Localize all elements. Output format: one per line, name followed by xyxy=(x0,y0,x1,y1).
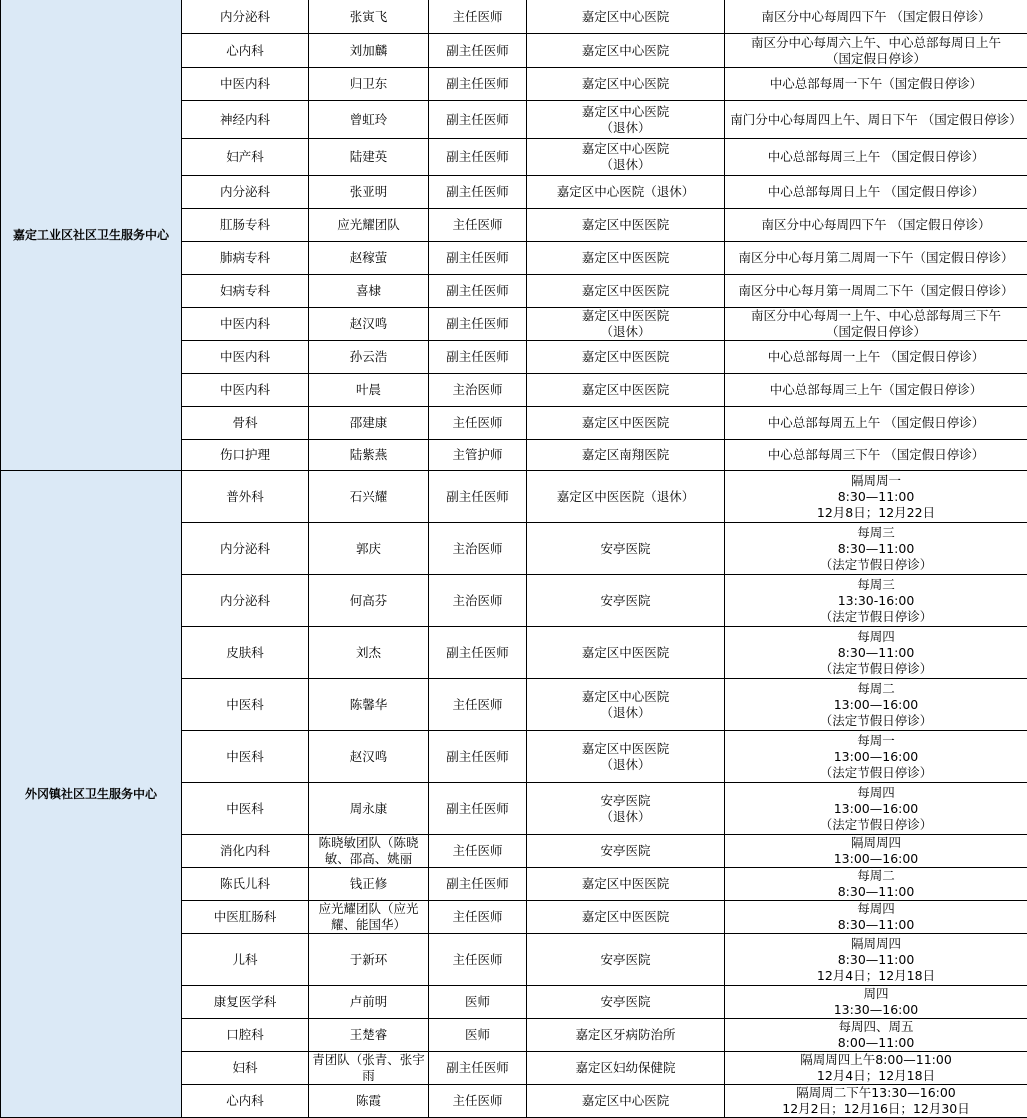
cell-hospital: 嘉定区中医医院 xyxy=(527,868,725,901)
cell-schedule: 南区分中心每月第一周周二下午（国定假日停诊） xyxy=(725,275,1027,308)
cell-doctor: 青团队（张青、张宇雨 xyxy=(309,1052,429,1085)
cell-dept: 中医科 xyxy=(182,679,309,731)
cell-dept: 神经内科 xyxy=(182,101,309,139)
cell-dept: 骨科 xyxy=(182,407,309,440)
cell-title: 主任医师 xyxy=(429,407,527,440)
cell-schedule: 中心总部每周一下午（国定假日停诊） xyxy=(725,68,1027,101)
cell-dept: 口腔科 xyxy=(182,1019,309,1052)
cell-dept: 内分泌科 xyxy=(182,523,309,575)
cell-hospital: 嘉定区中心医院（退休） xyxy=(527,176,725,209)
cell-title: 副主任医师 xyxy=(429,242,527,275)
cell-doctor: 何高芬 xyxy=(309,575,429,627)
cell-doctor: 张亚明 xyxy=(309,176,429,209)
cell-schedule: 隔周周四 8:30—11:00 12月4日；12月18日 xyxy=(725,934,1027,986)
cell-title: 主治医师 xyxy=(429,374,527,407)
cell-doctor: 叶晨 xyxy=(309,374,429,407)
cell-hospital: 嘉定区中医医院（退休） xyxy=(527,471,725,523)
cell-hospital: 嘉定区中医医院 xyxy=(527,209,725,242)
cell-title: 副主任医师 xyxy=(429,101,527,139)
cell-doctor: 陈霞 xyxy=(309,1085,429,1118)
cell-schedule: 南门分中心每周四上午、周日下午 （国定假日停诊） xyxy=(725,101,1027,139)
cell-hospital: 嘉定区中医医院 xyxy=(527,627,725,679)
cell-hospital: 嘉定区南翔医院 xyxy=(527,440,725,471)
cell-doctor: 邵建康 xyxy=(309,407,429,440)
cell-doctor: 王楚睿 xyxy=(309,1019,429,1052)
cell-hospital: 嘉定区中心医院 xyxy=(527,34,725,68)
cell-doctor: 赵稼萤 xyxy=(309,242,429,275)
cell-doctor: 刘杰 xyxy=(309,627,429,679)
cell-dept: 内分泌科 xyxy=(182,0,309,34)
cell-title: 主治医师 xyxy=(429,523,527,575)
cell-doctor: 归卫东 xyxy=(309,68,429,101)
cell-dept: 儿科 xyxy=(182,934,309,986)
cell-dept: 康复医学科 xyxy=(182,986,309,1019)
cell-doctor: 陆紫燕 xyxy=(309,440,429,471)
cell-schedule: 每周四 8:30—11:00 （法定节假日停诊） xyxy=(725,627,1027,679)
cell-hospital: 嘉定区牙病防治所 xyxy=(527,1019,725,1052)
cell-title: 副主任医师 xyxy=(429,34,527,68)
cell-title: 主任医师 xyxy=(429,1085,527,1118)
cell-doctor: 刘加麟 xyxy=(309,34,429,68)
cell-dept: 伤口护理 xyxy=(182,440,309,471)
cell-schedule: 南区分中心每周四下午 （国定假日停诊） xyxy=(725,209,1027,242)
cell-hospital: 嘉定区中医医院 （退休） xyxy=(527,731,725,783)
cell-dept: 心内科 xyxy=(182,34,309,68)
cell-doctor: 钱正修 xyxy=(309,868,429,901)
cell-title: 副主任医师 xyxy=(429,731,527,783)
cell-hospital: 嘉定区中医医院 xyxy=(527,341,725,374)
cell-schedule: 中心总部每周三上午（国定假日停诊） xyxy=(725,374,1027,407)
cell-dept: 中医内科 xyxy=(182,308,309,341)
cell-hospital: 嘉定区中医医院 xyxy=(527,242,725,275)
cell-hospital: 嘉定区中心医院 xyxy=(527,1085,725,1118)
cell-doctor: 陈晓敏团队（陈晓 敏、邵高、姚丽 xyxy=(309,835,429,868)
cell-schedule: 南区分中心每月第二周周一下午（国定假日停诊） xyxy=(725,242,1027,275)
service-center-name: 嘉定工业区社区卫生服务中心 xyxy=(1,0,182,471)
cell-doctor: 陆建英 xyxy=(309,139,429,176)
cell-hospital: 嘉定区妇幼保健院 xyxy=(527,1052,725,1085)
cell-dept: 内分泌科 xyxy=(182,575,309,627)
cell-schedule: 隔周周二下午13:30—16:00 12月2日；12月16日；12月30日 xyxy=(725,1085,1027,1118)
cell-dept: 陈氏儿科 xyxy=(182,868,309,901)
cell-title: 主任医师 xyxy=(429,679,527,731)
cell-dept: 肛肠专科 xyxy=(182,209,309,242)
cell-title: 主任医师 xyxy=(429,934,527,986)
cell-hospital: 嘉定区中心医院 （退休） xyxy=(527,139,725,176)
cell-dept: 中医科 xyxy=(182,783,309,835)
cell-doctor: 应光耀团队（应光 耀、能国华） xyxy=(309,901,429,934)
cell-dept: 妇产科 xyxy=(182,139,309,176)
cell-schedule: 中心总部每周三上午 （国定假日停诊） xyxy=(725,139,1027,176)
cell-hospital: 嘉定区中医医院 xyxy=(527,374,725,407)
cell-doctor: 喜棣 xyxy=(309,275,429,308)
cell-doctor: 卢前明 xyxy=(309,986,429,1019)
cell-dept: 中医内科 xyxy=(182,68,309,101)
cell-schedule: 隔周周一 8:30—11:00 12月8日；12月22日 xyxy=(725,471,1027,523)
cell-doctor: 赵汉鸣 xyxy=(309,731,429,783)
cell-doctor: 曾虹玲 xyxy=(309,101,429,139)
cell-dept: 心内科 xyxy=(182,1085,309,1118)
cell-schedule: 每周四 8:30—11:00 xyxy=(725,901,1027,934)
cell-schedule: 中心总部每周三下午 （国定假日停诊） xyxy=(725,440,1027,471)
cell-schedule: 南区分中心每周四下午 （国定假日停诊） xyxy=(725,0,1027,34)
cell-schedule: 中心总部每周一上午 （国定假日停诊） xyxy=(725,341,1027,374)
cell-dept: 中医肛肠科 xyxy=(182,901,309,934)
cell-schedule: 每周四 13:00—16:00 （法定节假日停诊） xyxy=(725,783,1027,835)
cell-schedule: 隔周周四上午8:00—11:00 12月4日；12月18日 xyxy=(725,1052,1027,1085)
cell-hospital: 安亭医院 xyxy=(527,575,725,627)
cell-dept: 内分泌科 xyxy=(182,176,309,209)
cell-title: 主任医师 xyxy=(429,835,527,868)
cell-doctor: 石兴耀 xyxy=(309,471,429,523)
cell-dept: 中医内科 xyxy=(182,341,309,374)
cell-schedule: 南区分中心每周六上午、中心总部每周日上午 （国定假日停诊） xyxy=(725,34,1027,68)
cell-title: 副主任医师 xyxy=(429,176,527,209)
cell-doctor: 陈馨华 xyxy=(309,679,429,731)
cell-schedule: 周四 13:30—16:00 xyxy=(725,986,1027,1019)
cell-schedule: 中心总部每周五上午 （国定假日停诊） xyxy=(725,407,1027,440)
cell-doctor: 张寅飞 xyxy=(309,0,429,34)
cell-dept: 肺病专科 xyxy=(182,242,309,275)
cell-title: 副主任医师 xyxy=(429,139,527,176)
cell-schedule: 每周三 8:30—11:00 （法定节假日停诊） xyxy=(725,523,1027,575)
cell-title: 医师 xyxy=(429,1019,527,1052)
cell-title: 主任医师 xyxy=(429,209,527,242)
cell-title: 副主任医师 xyxy=(429,471,527,523)
cell-doctor: 于新环 xyxy=(309,934,429,986)
cell-hospital: 安亭医院 xyxy=(527,986,725,1019)
cell-hospital: 嘉定区中心医院 xyxy=(527,0,725,34)
cell-title: 副主任医师 xyxy=(429,308,527,341)
table-row xyxy=(1,0,1027,34)
cell-schedule: 每周二 13:00—16:00 （法定节假日停诊） xyxy=(725,679,1027,731)
cell-title: 副主任医师 xyxy=(429,1052,527,1085)
cell-doctor: 周永康 xyxy=(309,783,429,835)
cell-schedule: 中心总部每周日上午 （国定假日停诊） xyxy=(725,176,1027,209)
cell-dept: 中医内科 xyxy=(182,374,309,407)
cell-doctor: 郭庆 xyxy=(309,523,429,575)
cell-hospital: 安亭医院 （退休） xyxy=(527,783,725,835)
cell-hospital: 嘉定区中医医院 （退休） xyxy=(527,308,725,341)
cell-hospital: 安亭医院 xyxy=(527,835,725,868)
cell-dept: 妇病专科 xyxy=(182,275,309,308)
cell-title: 医师 xyxy=(429,986,527,1019)
cell-dept: 皮肤科 xyxy=(182,627,309,679)
cell-title: 副主任医师 xyxy=(429,68,527,101)
cell-dept: 中医科 xyxy=(182,731,309,783)
cell-dept: 消化内科 xyxy=(182,835,309,868)
cell-title: 副主任医师 xyxy=(429,868,527,901)
cell-title: 主治医师 xyxy=(429,575,527,627)
cell-hospital: 嘉定区中心医院 xyxy=(527,68,725,101)
cell-title: 副主任医师 xyxy=(429,341,527,374)
cell-title: 主管护师 xyxy=(429,440,527,471)
cell-hospital: 嘉定区中医医院 xyxy=(527,407,725,440)
cell-schedule: 隔周周四 13:00—16:00 xyxy=(725,835,1027,868)
cell-hospital: 安亭医院 xyxy=(527,934,725,986)
cell-dept: 普外科 xyxy=(182,471,309,523)
cell-doctor: 孙云浩 xyxy=(309,341,429,374)
cell-hospital: 嘉定区中医医院 xyxy=(527,275,725,308)
table-row xyxy=(1,471,1027,523)
cell-hospital: 嘉定区中心医院 （退休） xyxy=(527,101,725,139)
cell-dept: 妇科 xyxy=(182,1052,309,1085)
cell-title: 副主任医师 xyxy=(429,275,527,308)
cell-hospital: 嘉定区中心医院 （退休） xyxy=(527,679,725,731)
cell-hospital: 嘉定区中医医院 xyxy=(527,901,725,934)
service-center-name: 外冈镇社区卫生服务中心 xyxy=(1,471,182,1118)
cell-title: 主任医师 xyxy=(429,0,527,34)
cell-doctor: 赵汉鸣 xyxy=(309,308,429,341)
cell-schedule: 南区分中心每周一上午、中心总部每周三下午 （国定假日停诊） xyxy=(725,308,1027,341)
cell-schedule: 每周二 8:30—11:00 xyxy=(725,868,1027,901)
cell-hospital: 安亭医院 xyxy=(527,523,725,575)
cell-doctor: 应光耀团队 xyxy=(309,209,429,242)
cell-schedule: 每周一 13:00—16:00 （法定节假日停诊） xyxy=(725,731,1027,783)
cell-schedule: 每周四、周五 8:00—11:00 xyxy=(725,1019,1027,1052)
cell-title: 副主任医师 xyxy=(429,783,527,835)
cell-schedule: 每周三 13:30-16:00 （法定节假日停诊） xyxy=(725,575,1027,627)
cell-title: 副主任医师 xyxy=(429,627,527,679)
cell-title: 主任医师 xyxy=(429,901,527,934)
